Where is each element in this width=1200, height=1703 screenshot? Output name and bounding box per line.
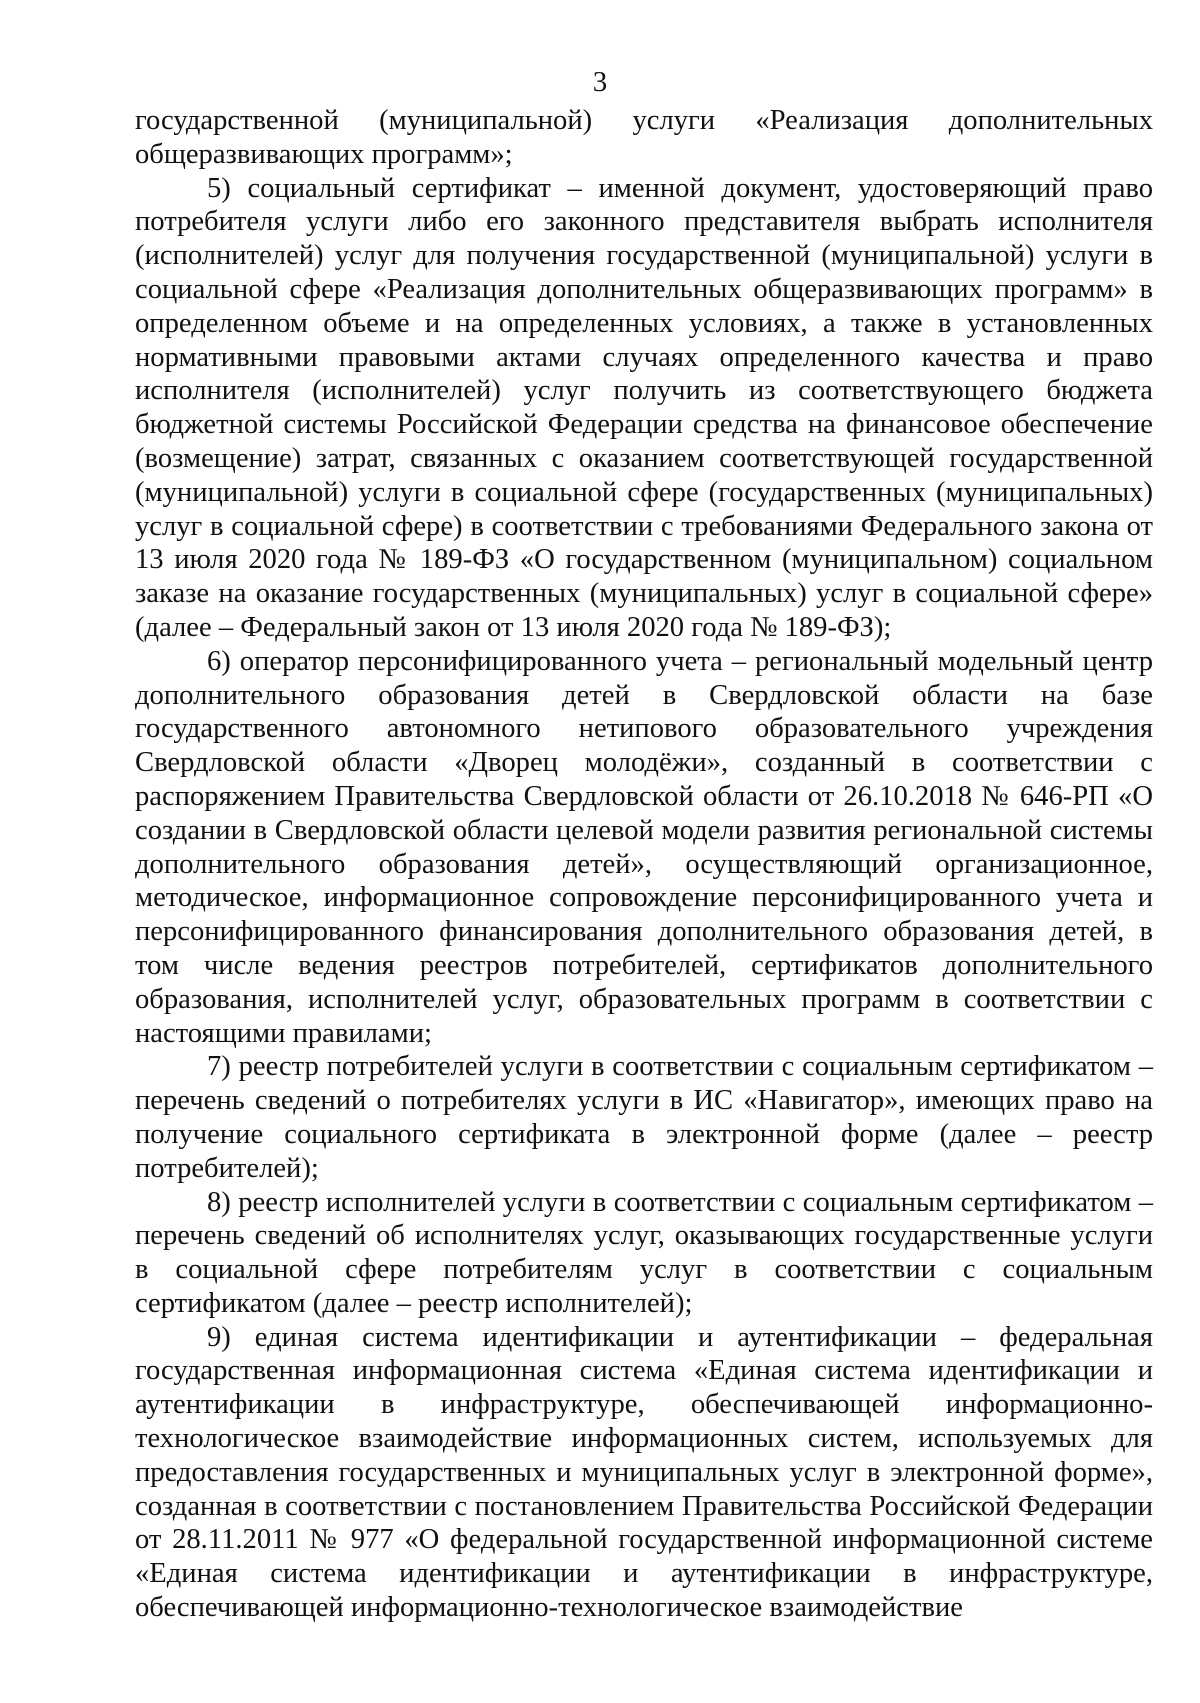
- paragraph-item-5-social-certificate: 5) социальный сертификат – именной документ, удостоверяющий право потребителя услуги либо его законного представителя выбрать исполнителя (исполнителей) услуг для получения государственной (муниципальной) услуги в социальной сфере «Реализация дополнительных общеразвивающих программ» в определенном объеме и на определенных условиях, а также в установленных нормативными правовыми актами случаях определенного качества и право исполнителя (исполнителей) услуг получить из соответствующего бюджета бюджетной системы Российской Федерации средства на финансовое обеспечение (возмещение) затрат, связанных с оказанием соответствующей государственной (муниципальной) услуги в социальной сфере (государственных (муниципальных) услуг в социальной сфере) в соответствии с требованиями Федерального закона от 13 июля 2020 года № 189-ФЗ «О государственном (муниципальном) социальном заказе на оказание государственных (муниципальных) услуг в социальной сфере» (далее – Федеральный закон от 13 июля 2020 года № 189-ФЗ);: [135, 172, 1153, 643]
- paragraph-item-6-accounting-operator: 6) оператор персонифицированного учета – региональный модельный центр дополнительного образования детей в Свердловской области на базе государственного автономного нетипового образовательного учреждения Свердловской области «Дворец молодёжи», созданный в соответствии с распоряжением Правительства Свердловской области от 26.10.2018 № 646-РП «О создании в Свердловской области целевой модели развития региональной системы дополнительного образования детей», осуществляющий организационное, методическое, информационное сопровождение персонифицированного учета и персонифицированного финансирования дополнительного образования детей, в том числе ведения реестров потребителей, сертификатов дополнительного образования, исполнителей услуг, образовательных программ в соответствии с настоящими правилами;: [135, 645, 1153, 1049]
- document-body: [135, 104, 1153, 1625]
- paragraph-item-8-provider-registry: 8) реестр исполнителей услуги в соответствии с социальным сертификатом – перечень сведений об исполнителях услуг, оказывающих государственные услуги в социальной сфере потребителям услуг в соответствии с социальным сертификатом (далее – реестр исполнителей);: [135, 1186, 1153, 1319]
- paragraph-item-7-consumer-registry: 7) реестр потребителей услуги в соответствии с социальным сертификатом – перечень сведений о потребителях услуги в ИС «Навигатор», имеющих право на получение социального сертификата в электронной форме (далее – реестр потребителей);: [135, 1051, 1153, 1184]
- paragraph-continuation: государственной (муниципальной) услуги «Реализация дополнительных общеразвивающих программ»;: [135, 105, 1153, 170]
- paragraph-item-9-identification-system: 9) единая система идентификации и аутентификации – федеральная государственная информационная система «Единая система идентификации и аутентификации в инфраструктуре, обеспечивающей информационно-технологическое взаимодействие информационных систем, используемых для предоставления государственных и муниципальных услуг в электронной форме», созданная в соответствии с постановлением Правительства Российской Федерации от 28.11.2011 № 977 «О федеральной государственной информационной системе «Единая система идентификации и аутентификации в инфраструктуре, обеспечивающей информационно-технологическое взаимодействие: [135, 1321, 1153, 1624]
- page-number: 3: [592, 66, 608, 98]
